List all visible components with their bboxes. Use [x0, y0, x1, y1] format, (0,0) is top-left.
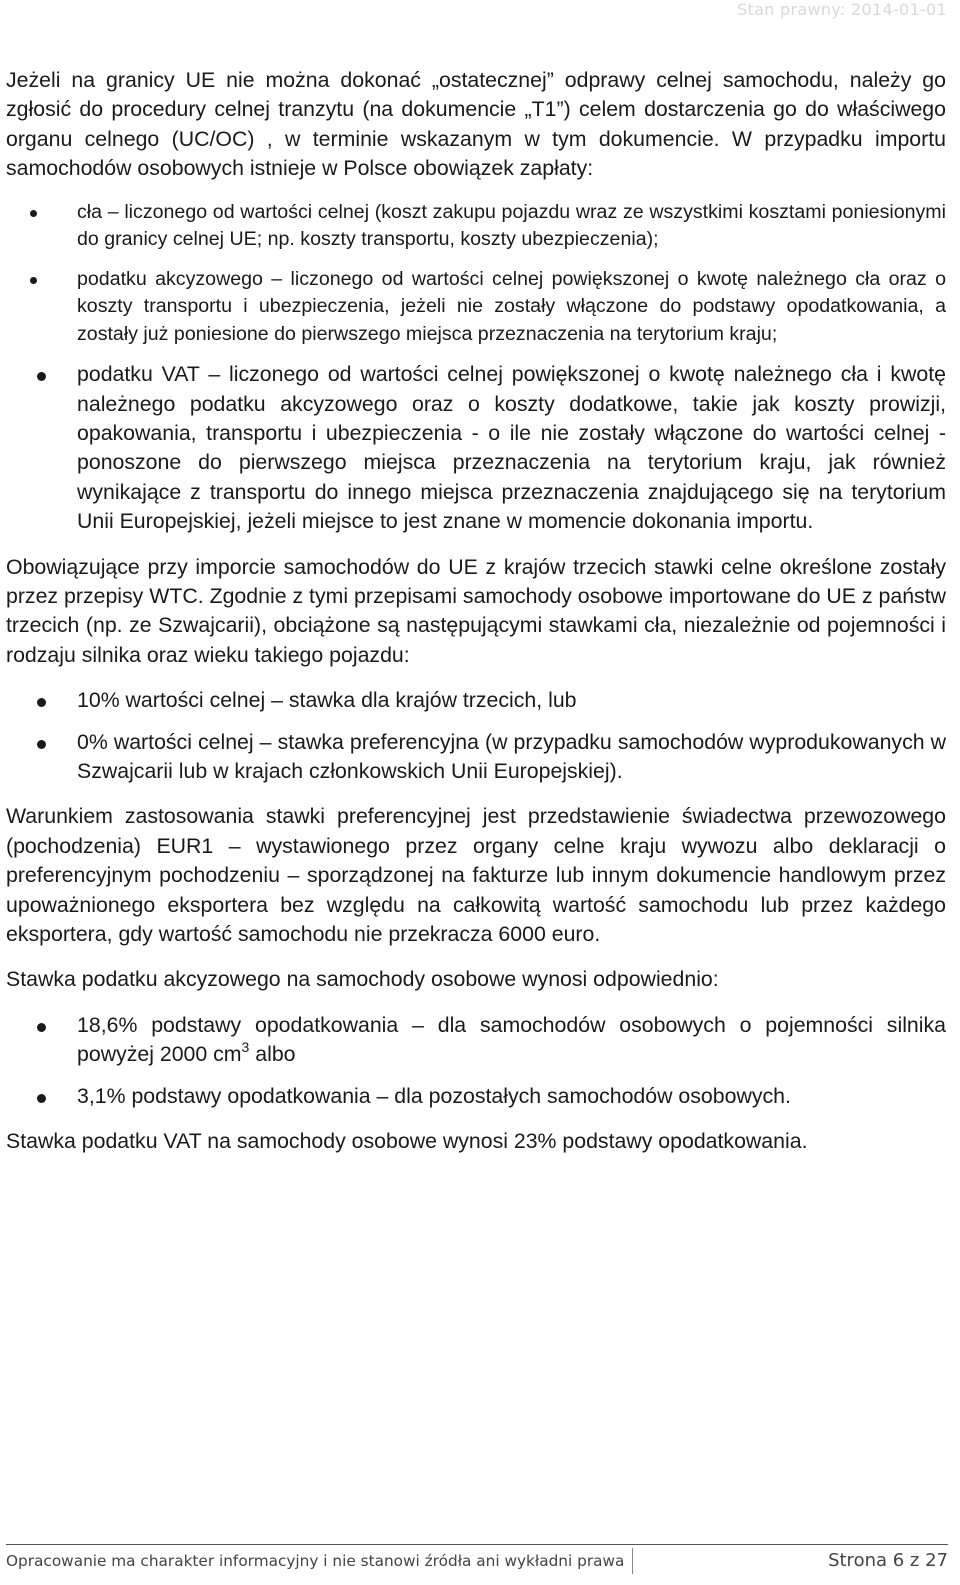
bullet-icon — [37, 740, 46, 749]
list-item-text: 10% wartości celnej – stawka dla krajów trzecich, lub — [77, 688, 577, 713]
legal-status-header: Stan prawny: 2014-01-01 — [737, 0, 947, 19]
transit-paragraph: Jeżeli na granicy UE nie można dokonać „ostatecznej” odprawy celnej samochodu, należy go zgłosić do procedury celnej tranzytu (na dokumencie „T1”) celem dostarczenia go do właściwego organu celnego (UC/OC) , w terminie wskazanym w tym dokumencie. W przypadku importu samochodów osobowych istnieje w Polsce obowiązek zapłaty: — [6, 68, 946, 181]
list-item — [6, 266, 946, 349]
list-item-text: 18,6% podstawy opodatkowania – dla samochodów osobowych o pojemności silnika powyżej 2000 cm — [77, 1012, 946, 1067]
bullet-icon — [37, 1094, 46, 1103]
list-item — [6, 686, 946, 715]
list-item — [6, 1082, 946, 1111]
footer-disclaimer: Opracowanie ma charakter informacyjny i nie stanowi źródła ani wykładni prawa — [6, 1548, 633, 1574]
excise-rate-paragraph: Stawka podatku akcyzowego na samochody osobowe wynosi odpowiednio: — [6, 967, 719, 992]
payment-obligations-list — [6, 199, 946, 537]
list-item-text: 0% wartości celnej – stawka preferencyjna (w przypadku samochodów wyprodukowanych w Szwajcarii lub w krajach członkowskich Unii Europejskiej). — [77, 729, 946, 783]
bullet-icon — [37, 372, 46, 381]
bullet-icon — [30, 210, 37, 217]
list-item — [6, 1011, 946, 1070]
customs-rates-paragraph: Obowiązujące przy imporcie samochodów do UE z krajów trzecich stawki celne określone zostały przez przepisy WTC. Zgodnie z tymi przepisami samochody osobowe importowane do UE z państw trzecich (np. ze Szwajcarii), obciążone są następującymi stawkami cła, niezależnie od pojemności i rodzaju silnika oraz wieku takiego pojazdu: — [6, 554, 946, 667]
list-item-text: podatku akcyzowego – liczonego od wartości celnej powiększonej o kwotę należnego cła oraz o koszty transportu i ubezpieczenia, jeżeli nie zostały włączone do podstawy opodatkowania, a zostały już poniesione do pierwszego miejsca przeznaczenia na terytorium kraju; — [77, 267, 946, 345]
bullet-icon — [30, 277, 37, 284]
page-number: Strona 6 z 27 — [828, 1550, 948, 1571]
vat-rate-paragraph: Stawka podatku VAT na samochody osobowe wynosi 23% podstawy opodatkowania. — [6, 1129, 808, 1154]
excise-rates-list — [6, 1011, 946, 1111]
page-footer — [6, 1544, 948, 1575]
list-item-text: cła – liczonego od wartości celnej (koszt zakupu pojazdu wraz ze wszystkimi kosztami poniesionymi do granicy celnej UE; np. koszty transportu, koszty ubezpieczenia); — [77, 200, 946, 251]
document-body — [6, 66, 946, 1156]
preferential-rate-paragraph: Warunkiem zastosowania stawki preferencyjnej jest przedstawienie świadectwa przewozowego (pochodzenia) EUR1 – wystawionego przez organy celne kraju wywozu albo deklaracji o preferencyjnym pochodzeniu – sporządzonej na fakturze lub innym dokumencie handlowym przez upoważnionego eksportera bez względu na całkowitą wartość samochodu lub przez każdego eksportera, gdy wartość samochodu nie przekracza 6000 euro. — [6, 804, 946, 947]
list-item-text: 3,1% podstawy opodatkowania – dla pozostałych samochodów osobowych. — [77, 1083, 791, 1108]
customs-rates-list — [6, 686, 946, 786]
list-item-text-end: albo — [249, 1042, 296, 1067]
bullet-icon — [37, 1023, 46, 1032]
bullet-icon — [37, 698, 46, 707]
list-item-text: podatku VAT – liczonego od wartości celnej powiększonej o kwotę należnego cła i kwotę należnego podatku akcyzowego oraz o koszty dodatkowe, takie jak koszty prowizji, opakowania, transportu i ubezpieczenia - o ile nie zostały włączone do wartości celnej - ponoszone do pierwszego miejsca przeznaczenia na terytorium kraju, jak również wynikające z transportu do innego miejsca przeznaczenia znajdującego się na terytorium Unii Europejskiej, jeżeli miejsce to jest znane w momencie dokonania importu. — [77, 362, 946, 534]
list-item — [6, 728, 946, 787]
superscript: 3 — [241, 1039, 250, 1056]
list-item — [6, 360, 946, 536]
list-item — [6, 199, 946, 254]
